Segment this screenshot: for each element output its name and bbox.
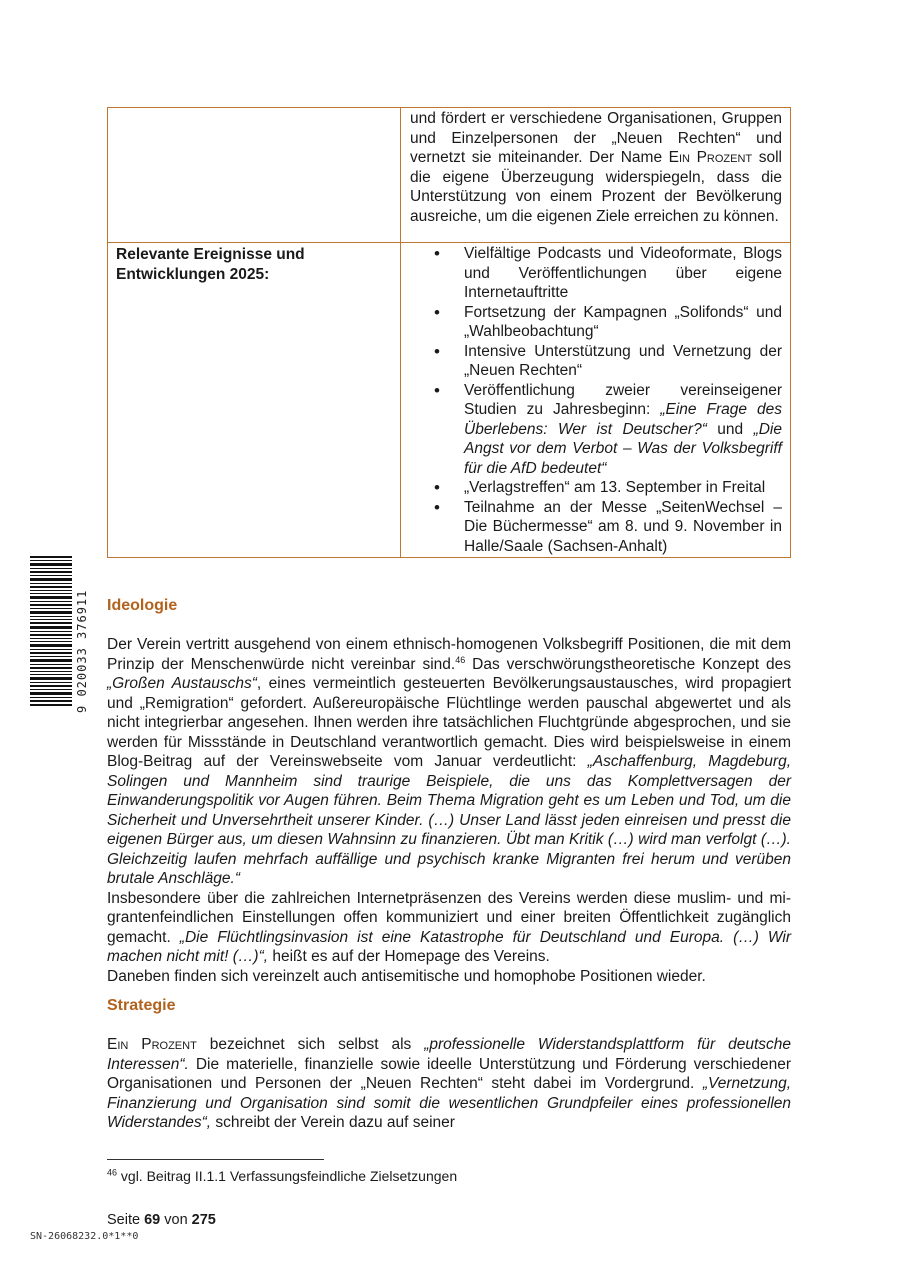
barcode-icon: [30, 556, 72, 706]
footnote-ref: 46: [455, 654, 466, 665]
table-cell-label: Relevante Ereignisse und Entwicklungen 2025:: [108, 243, 401, 558]
page-number: Seite 69 von 275: [107, 1212, 216, 1228]
list-item: • Fortsetzung der Kampagnen „Solifonds“ und „Wahlbeobachtung“: [464, 303, 782, 342]
org-name: Ein Prozent: [107, 1036, 197, 1053]
ideologie-text: [107, 635, 791, 986]
section-heading-strategie: Strategie: [107, 997, 176, 1014]
strategie-text: [107, 1035, 791, 1133]
paragraph: Daneben finden sich vereinzelt auch antisemitische und homophobe Positionen wieder.: [107, 967, 706, 985]
list-item: • Vielfältige Podcasts und Videoformate, Blogs und Veröffentlichungen über eigene Internetauftritte: [464, 244, 782, 303]
footnote: $^{46}$ vgl. Beitrag II.1.1 Verfassungsfeindliche Zielsetzungen: [107, 1167, 458, 1184]
table-cell-description: und fördert er verschiedene Organisationen, Gruppen und Einzelpersonen der „Neuen Rechten“ und vernetzt sie miteinander. Der Name Ein Prozent soll die eigene Überzeugung widerspiegeln, dass die Unterstützung von einem Prozent der Bevölkerung ausreiche, um die eigenen Ziele erreichen zu können.: [401, 108, 791, 243]
info-table: [107, 107, 791, 558]
table-cell-events: [401, 243, 791, 558]
section-heading-ideologie: Ideologie: [107, 597, 178, 614]
table-cell-empty: [108, 108, 401, 243]
list-item: • „Verlagstreffen“ am 13. September in Freital: [464, 478, 782, 498]
paragraph: Insbesondere über die zahlreichen Internetpräsenzen des Vereins werden diese muslim- und mi-grantenfeindlichen Einstellungen offen kommuniziert und einer breiten Öffentlichkeit zugänglich gemacht. „Die Flüchtlingsinvasion ist eine Katastrophe für Deutschland und Europa. (…) Wir machen nicht mit! (…)“, heißt es auf der Homepage des Vereins.: [107, 889, 792, 965]
list-item: • Teilnahme an der Messe „SeitenWechsel – Die Büchermesse“ am 8. und 9. November in Halle/Saale (Sachsen-Anhalt): [464, 498, 782, 557]
list-item: • Intensive Unterstützung und Vernetzung der „Neuen Rechten“: [464, 342, 782, 381]
events-list: [410, 244, 782, 556]
footnote-divider: [107, 1159, 324, 1160]
paragraph: Der Verein vertritt ausgehend von einem ethnisch-homogenen Volksbegriff Positionen, die mit dem Prinzip der Menschenwürde nicht vereinbar sind.$^{46}$ Das verschwörungstheoretische Konzept des „Großen Austauschs“, eines vermeintlich gesteuerten Bevölkerungsaustausches, wird propagiert und „Remigration“ gefordert. Außereuropäische Flüchtlinge werden pauschal abgewertet und als nicht integrierbar angesehen. Ihnen werden ihre tatsächlichen Fluchtgründe abgesprochen, und sie werden für Missstände in Deutschland verantwortlich gemacht. Dies wird beispielsweise in einem Blog-Beitrag auf der Vereinswebseite vom Januar verdeutlicht: „Aschaffenburg, Magdeburg, Solingen und Mannheim sind traurige Beispiele, die uns das Komplettversagen der Einwanderungspolitik vor Augen führen. Beim Thema Migration geht es um Leben und Tod, um die Sicherheit und Unversehrtheit unserer Kinder. (…) Unser Land lässt jeden einreisen und presst die eigenen Bürger aus, um diesen Wahnsinn zu finanzieren. Übt man Kritik (…) wird man verfolgt (…). Gleichzeitig laufen mehrfach auffällige und psychisch kranke Migranten frei herum und verüben brutale Anschläge.“: [107, 636, 792, 887]
org-name: Ein Prozent: [668, 149, 753, 166]
serial-number: SN-26068232.0*1**0: [30, 1231, 139, 1242]
barcode-digits: 9 020033 376911: [75, 589, 89, 713]
list-item: • Veröffentlichung zweier vereinseigener Studien zu Jahresbeginn: „Eine Frage des Überlebens: Wer ist Deutscher?“ und „Die Angst vor dem Verbot – Was der Volksbegriff für die AfD bedeutet“: [464, 381, 782, 479]
paragraph: Ein Prozent bezeichnet sich selbst als „professionelle Widerstandsplattform für deutsche Interessen“. Die materielle, finanzielle sowie ideelle Unterstützung und Förderung verschiedener Organisationen und Personen der „Neuen Rechten“ steht dabei im Vordergrund. „Vernetzung, Finanzierung und Organisation sind somit die wesentlichen Grundpfeiler eines professionellen Widerstandes“, schreibt der Verein dazu auf seiner: [107, 1036, 792, 1131]
table-row: [108, 108, 791, 243]
table-row: [108, 243, 791, 558]
